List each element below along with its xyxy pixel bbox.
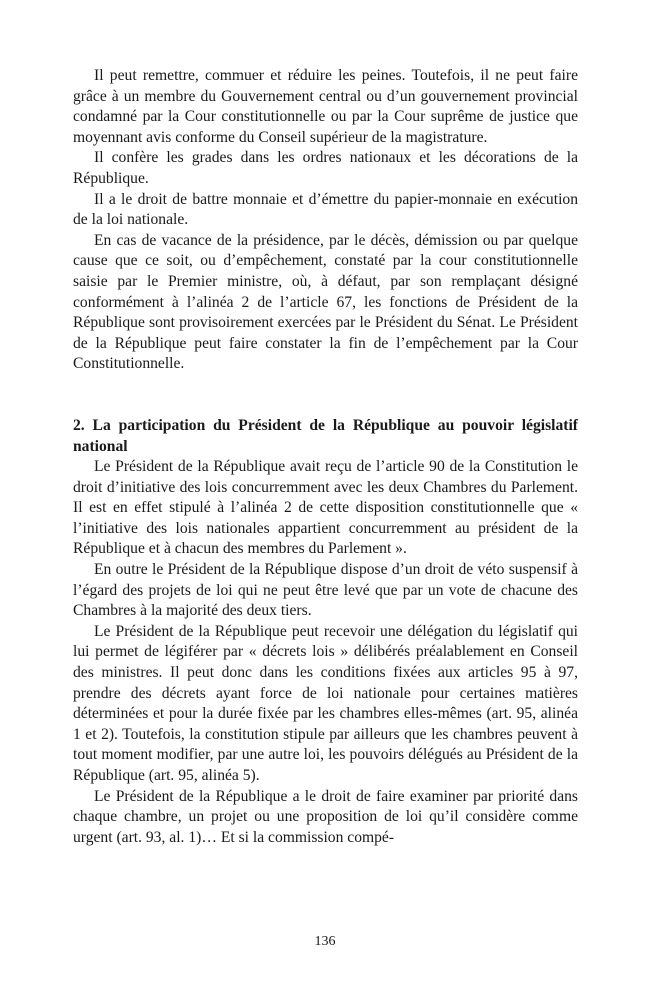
page-body [73,66,578,848]
section-heading: 2. La participation du Président de la République au pouvoir législatif national [73,416,578,455]
section-spacer [73,375,578,416]
page-number: 136 [314,934,336,949]
paragraph: En cas de vacance de la présidence, par le décès, démission ou par quelque cause que ce soit, ou d’empêchement, constaté par la cour constitutionnelle saisie par le Premier ministre, où, à défaut, par son remplaçant désigné conformément à l’alinéa 2 de l’article 67, les fonctions de Président de la République sont provisoirement exercées par le Président du Sénat. Le Président de la République peut faire constater la fin de l’empêchement par la Cour Constitutionnelle. [73,231,578,373]
paragraph: Le Président de la République avait reçu de l’article 90 de la Constitution le droit d’initiative des lois concurremment avec les deux Chambres du Parlement. Il est en effet stipulé à l’alinéa 2 de cette disposition constitutionnelle que « l’initiative des lois nationales appartient concurremment au président de la République et à chacun des membres du Parlement ». [73,458,578,558]
paragraph: Le Président de la République a le droit de faire examiner par priorité dans chaque chambre, un projet ou une proposition de loi qu’il considère comme urgent (art. 93, al. 1)… Et si la commission compé- [73,787,578,846]
paragraph: Il confère les grades dans les ordres nationaux et les décorations de la République. [73,149,578,187]
paragraph: Il peut remettre, commuer et réduire les peines. Toutefois, il ne peut faire grâce à un membre du Gouvernement central ou d’un gouvernement provincial condamné par la Cour constitutionnelle ou par la Cour suprême de justice que moyennant avis conforme du Conseil supérieur de la magistrature. [73,67,578,146]
paragraph: Il a le droit de battre monnaie et d’émettre du papier-monnaie en exécution de la loi nationale. [73,190,578,229]
paragraph: En outre le Président de la République dispose d’un droit de véto suspensif à l’égard des projets de loi qui ne peut être levé que par un vote de chacune des Chambres à la majorité des deux tiers. [73,561,578,620]
paragraph: Le Président de la République peut recevoir une délégation du législatif qui lui permet de légiférer par « décrets lois » délibérés préalablement en Conseil des ministres. Il peut donc dans les conditions fixées aux articles 95 à 97, prendre des décrets ayant force de loi nationale pour certaines matières déterminées et pour la durée fixée par les chambres elles-mêmes (art. 95, alinéa 1 et 2). Toutefois, la constitution stipule par ailleurs que les chambres peuvent à tout moment modifier, par une autre loi, les pouvoirs délégués au Président de la République (art. 95, alinéa 5). [73,622,578,784]
